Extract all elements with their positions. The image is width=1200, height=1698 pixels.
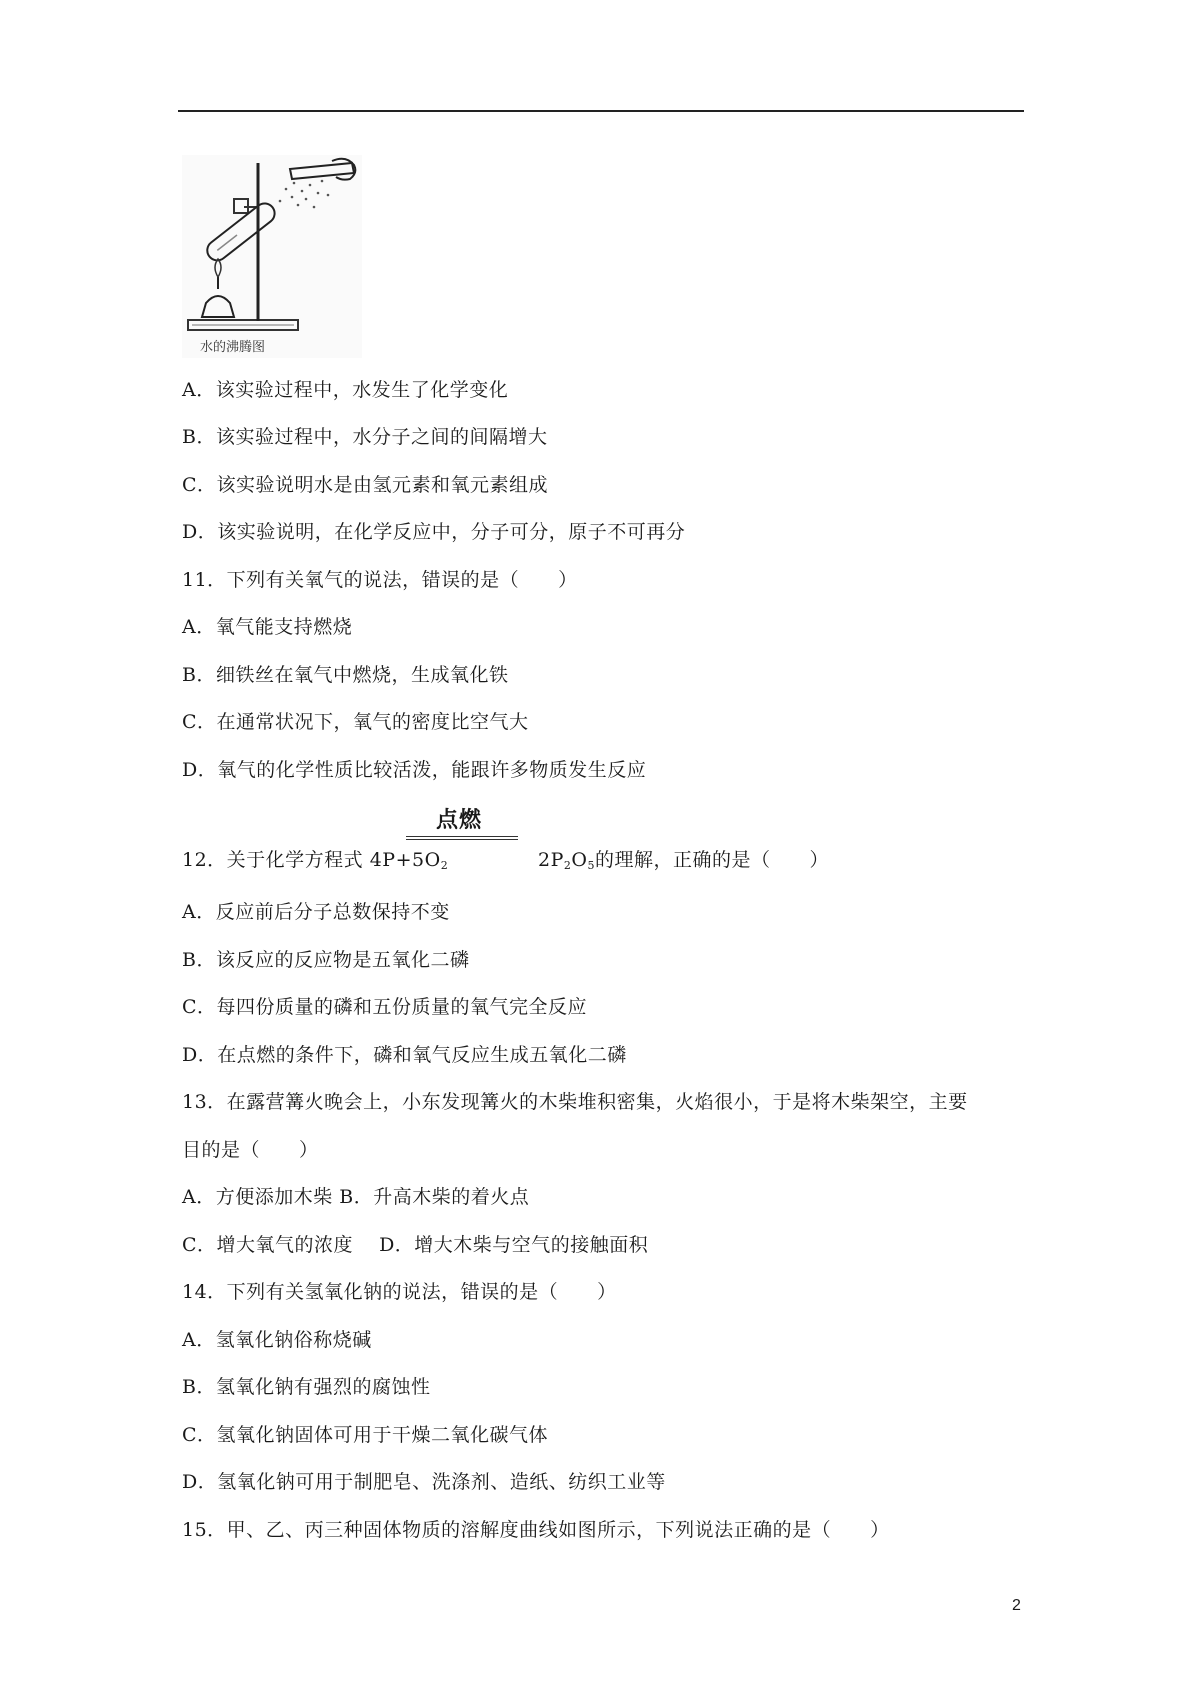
q14-option-d: D．氢氧化钠可用于制肥皂、洗涤剂、造纸、纺织工业等 (182, 1471, 666, 1493)
q12-option-d: D．在点燃的条件下，磷和氧气反应生成五氧化二磷 (182, 1044, 627, 1066)
q13-stem-line1: 13．在露营篝火晚会上，小东发现篝火的木柴堆积密集，火焰很小，于是将木柴架空，主要 (182, 1091, 968, 1113)
q10-option-b: B．该实验过程中，水分子之间的间隔增大 (182, 426, 548, 448)
figure-caption: 水的沸腾图 (200, 340, 266, 355)
q10-option-d: D．该实验说明，在化学反应中，分子可分，原子不可再分 (182, 521, 686, 543)
q14-option-c: C．氢氧化钠固体可用于干燥二氧化碳气体 (182, 1424, 549, 1446)
q14-option-a: A．氢氧化钠俗称烧碱 (182, 1329, 372, 1351)
q12-option-b: B．该反应的反应物是五氧化二磷 (182, 949, 470, 971)
reaction-condition: 点燃 (436, 808, 483, 833)
q14-option-b: B．氢氧化钠有强烈的腐蚀性 (182, 1376, 431, 1398)
q12-stem-product: $2P_2O_5$的理解，正确的是（ ） (538, 849, 829, 872)
q11-option-d: D．氧气的化学性质比较活泼，能跟许多物质发生反应 (182, 759, 647, 781)
reaction-arrow (406, 836, 518, 840)
q11-option-c: C．在通常状况下，氧气的密度比空气大 (182, 711, 529, 733)
header-rule (178, 110, 1024, 112)
q13-options-cd: C．增大氧气的浓度 D．增大木柴与空气的接触面积 (182, 1234, 649, 1256)
q12-option-c: C．每四份质量的磷和五份质量的氧气完全反应 (182, 996, 588, 1018)
q12-stem: 12．关于化学方程式 $4P+5O_2$ (182, 849, 449, 872)
q10-option-a: A．该实验过程中，水发生了化学变化 (182, 379, 509, 401)
page-number: 2 (1012, 1597, 1021, 1614)
q15-stem: 15．甲、乙、丙三种固体物质的溶解度曲线如图所示，下列说法正确的是（ ） (182, 1519, 890, 1541)
q13-options-ab: A．方便添加木柴 B．升高木柴的着火点 (182, 1186, 530, 1208)
q12-option-a: A．反应前后分子总数保持不变 (182, 901, 450, 923)
q13-stem-line2: 目的是（ ） (182, 1139, 319, 1161)
q11-option-a: A．氧气能支持燃烧 (182, 616, 353, 638)
q10-option-c: C．该实验说明水是由氢元素和氧元素组成 (182, 474, 549, 496)
q11-option-b: B．细铁丝在氧气中燃烧，生成氧化铁 (182, 664, 509, 686)
q14-stem: 14．下列有关氢氧化钠的说法，错误的是（ ） (182, 1281, 617, 1303)
boiling-water-figure (182, 155, 362, 358)
q11-stem: 11．下列有关氧气的说法，错误的是（ ） (182, 569, 578, 591)
